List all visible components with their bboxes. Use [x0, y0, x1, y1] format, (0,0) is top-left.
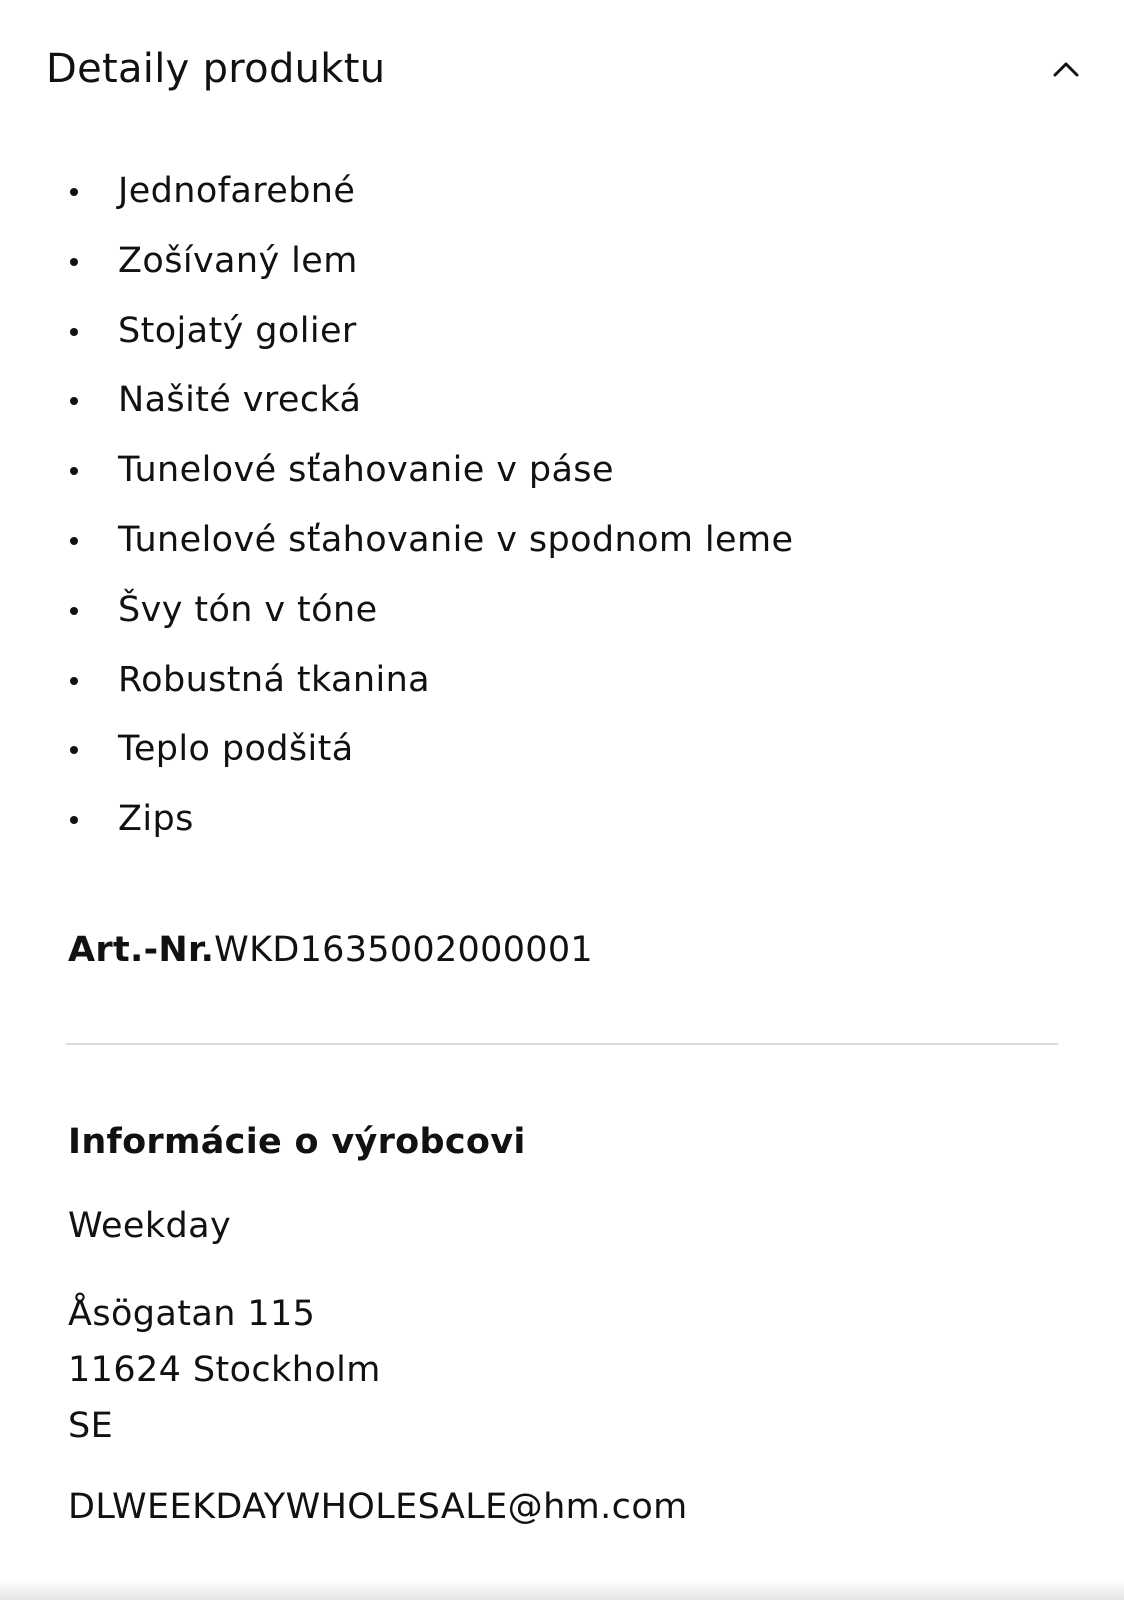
feature-label: Švy tón v tóne: [118, 589, 378, 630]
manufacturer-info: [68, 1117, 1048, 1532]
feature-item: [66, 436, 793, 506]
address-street: Åsögatan 115: [68, 1294, 316, 1334]
feature-item: [66, 646, 793, 716]
feature-item: [66, 157, 793, 227]
bullet-icon: [70, 188, 78, 196]
bullet-icon: [70, 746, 78, 754]
chevron-up-icon[interactable]: [1046, 50, 1086, 90]
manufacturer-email[interactable]: DLWEEKDAYWHOLESALE@hm.com: [68, 1487, 688, 1527]
feature-label: Tunelové sťahovanie v spodnom leme: [118, 519, 794, 560]
feature-item: [66, 506, 793, 576]
feature-label: Našité vrecká: [118, 380, 362, 421]
bullet-icon: [70, 607, 78, 615]
section-title: Detaily produktu: [46, 46, 386, 92]
address-city: 11624 Stockholm: [68, 1350, 381, 1390]
feature-item: [66, 366, 793, 436]
article-number: [68, 925, 593, 975]
feature-label: Robustná tkanina: [118, 659, 431, 700]
bullet-icon: [70, 677, 78, 685]
feature-list: [66, 157, 793, 855]
feature-label: Zošívaný lem: [118, 240, 358, 281]
feature-item: [66, 785, 793, 855]
article-number-label: Art.-Nr.: [68, 930, 215, 970]
section-divider: [66, 1043, 1058, 1045]
bullet-icon: [70, 397, 78, 405]
feature-item: [66, 297, 793, 367]
feature-label: Teplo podšitá: [118, 729, 354, 770]
product-details-header[interactable]: [46, 40, 1086, 98]
article-number-value: WKD1635002000001: [214, 930, 593, 970]
manufacturer-heading: Informácie o výrobcovi: [68, 1122, 526, 1162]
feature-label: Tunelové sťahovanie v páse: [118, 450, 614, 491]
feature-label: Stojatý golier: [118, 310, 357, 351]
address-country: SE: [68, 1406, 114, 1446]
bullet-icon: [70, 816, 78, 824]
manufacturer-name: Weekday: [68, 1206, 232, 1246]
feature-item: [66, 576, 793, 646]
bullet-icon: [70, 258, 78, 266]
bottom-shadow: [0, 1580, 1124, 1600]
bullet-icon: [70, 467, 78, 475]
feature-label: Jednofarebné: [118, 171, 356, 211]
feature-item: [66, 715, 793, 785]
feature-item: [66, 227, 793, 297]
feature-label: Zips: [118, 799, 194, 840]
bullet-icon: [70, 328, 78, 336]
manufacturer-address: [68, 1286, 1048, 1454]
bullet-icon: [70, 537, 78, 545]
